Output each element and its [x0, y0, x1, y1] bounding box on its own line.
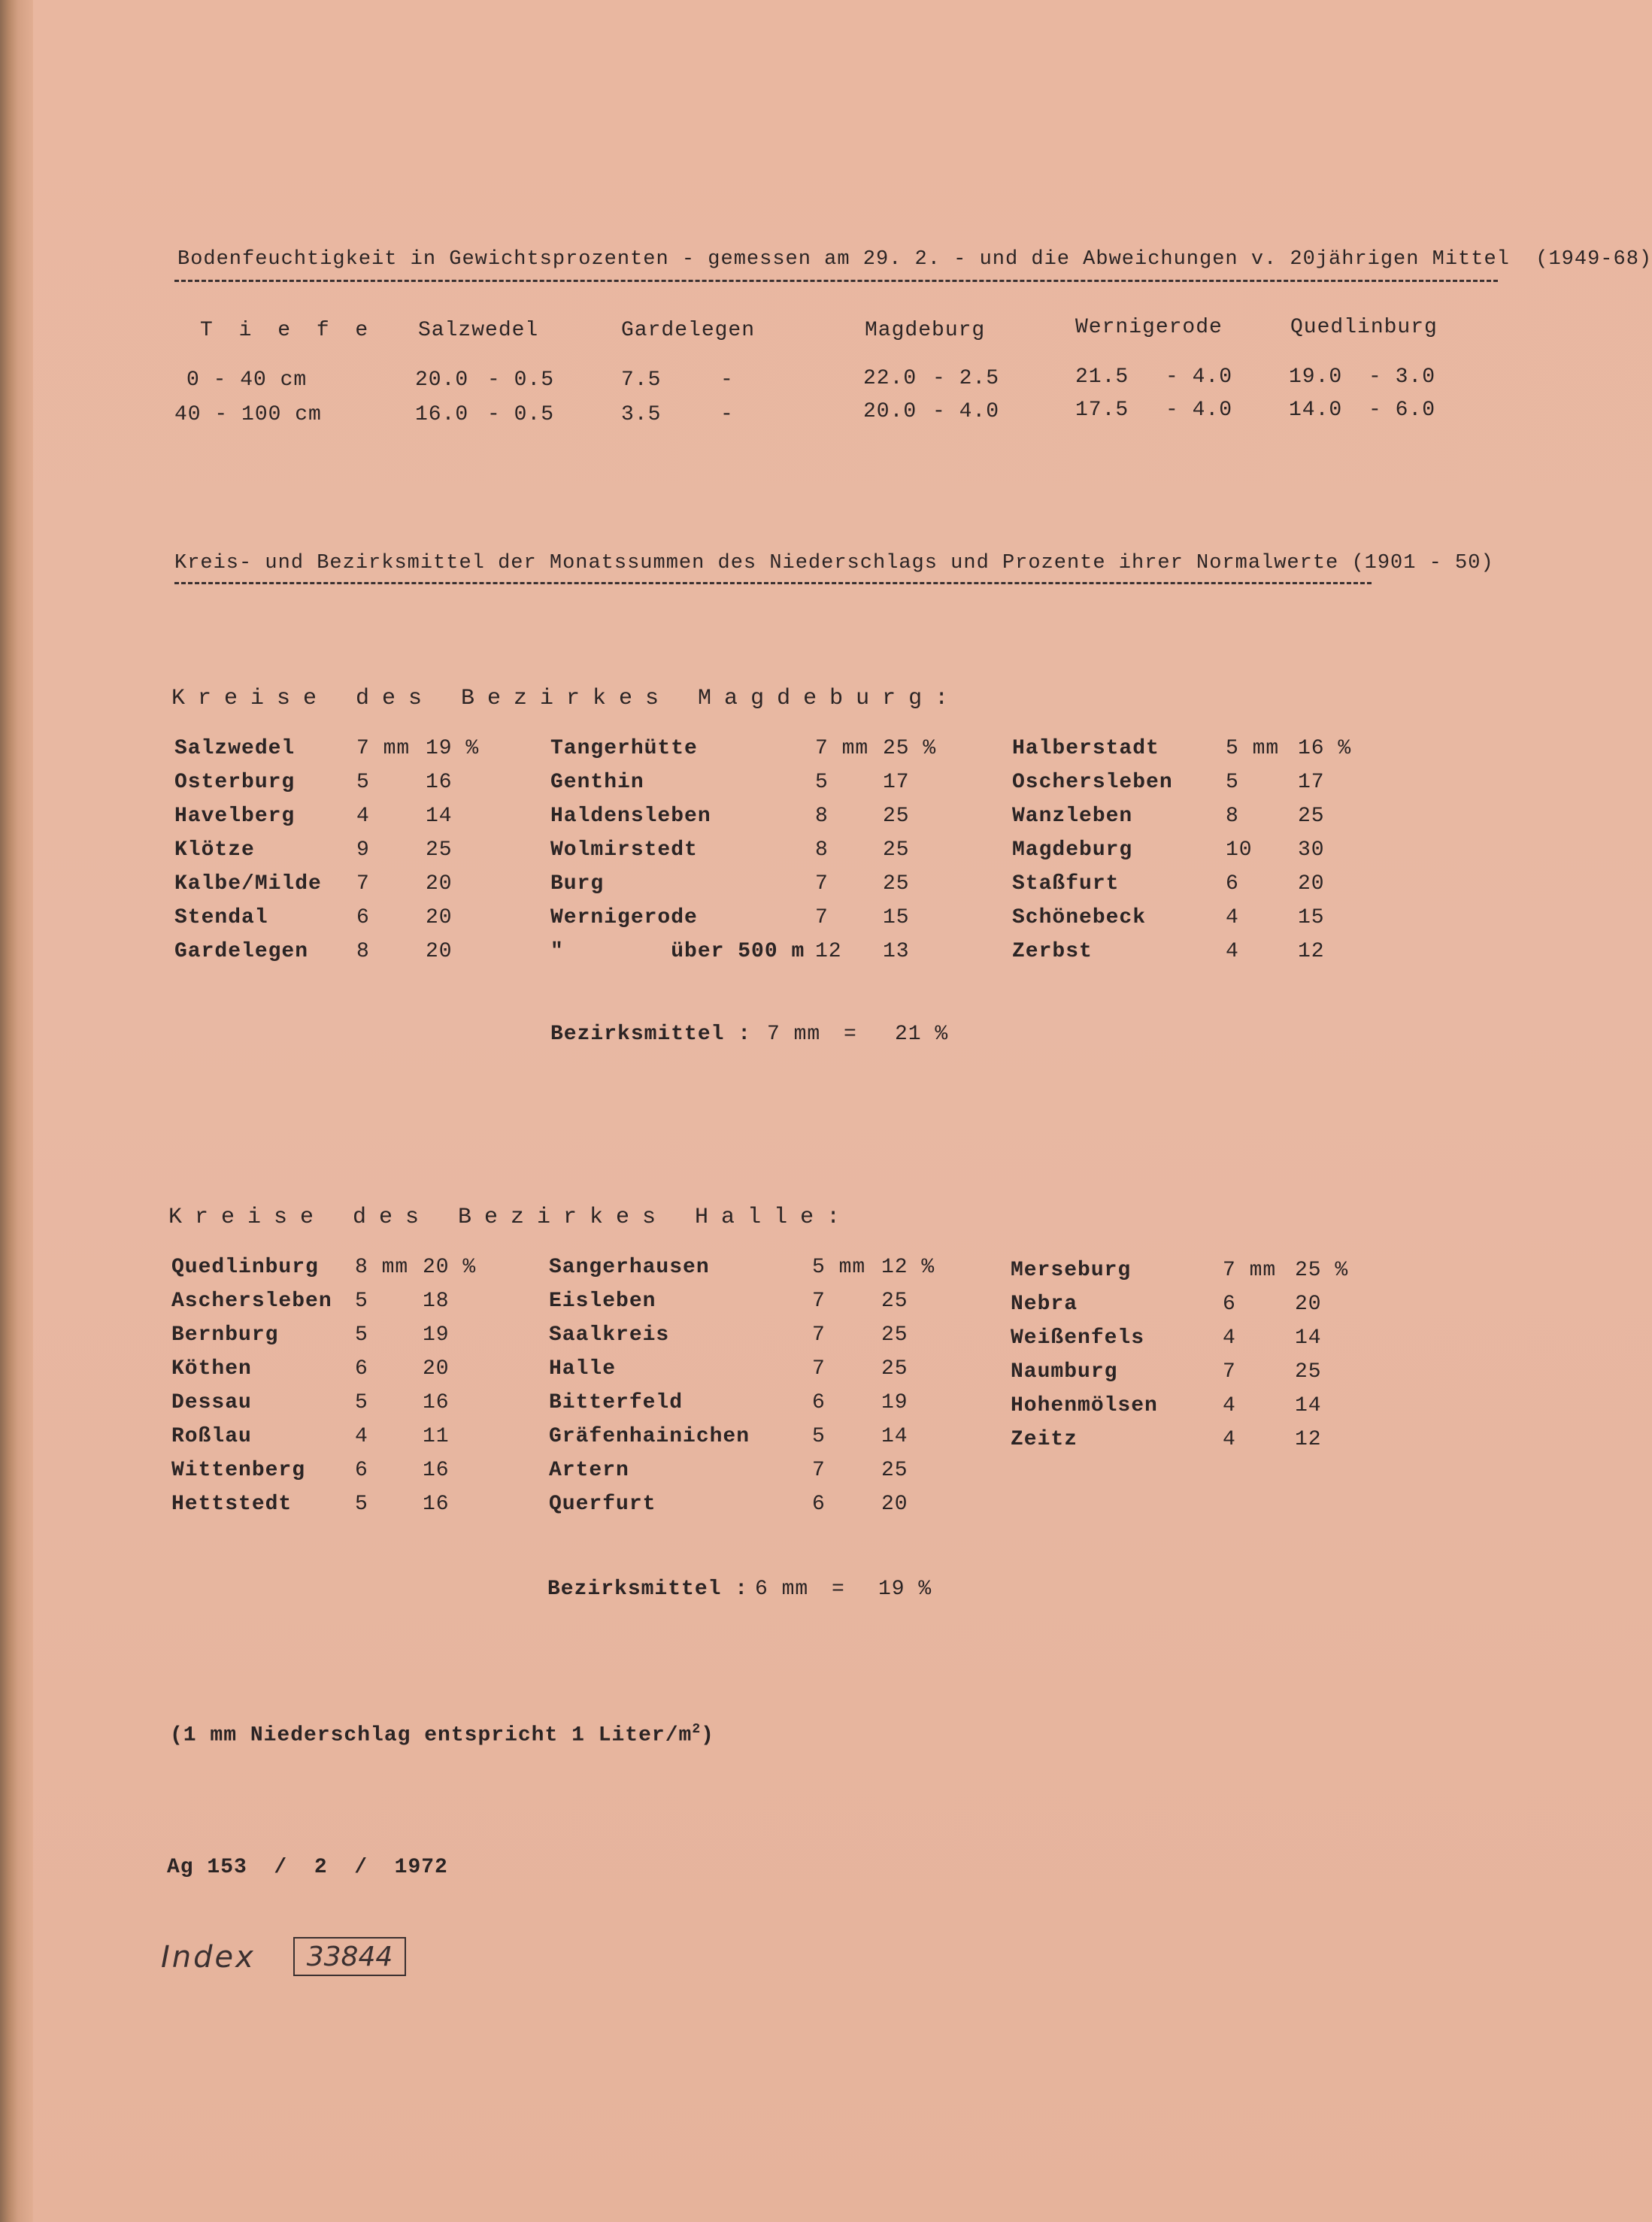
precip-title-underline: [174, 582, 1372, 584]
halle-district-name: Quedlinburg: [171, 1256, 319, 1279]
halle-district-precip-mm: 5: [355, 1290, 368, 1313]
halle-district-precip-mm: 8 mm: [355, 1256, 409, 1279]
magdeburg-district-precip-mm: 6: [1226, 872, 1239, 896]
magdeburg-mean-mm: 7 mm: [767, 1023, 821, 1046]
index-number: 33844: [306, 1941, 393, 1972]
magdeburg-district-precip-percent: 16 %: [1298, 737, 1352, 760]
magdeburg-district-precip-percent: 17: [1298, 771, 1325, 794]
magdeburg-district-name: " über 500 m: [550, 940, 805, 963]
halle-district-precip-mm: 5 mm: [812, 1256, 866, 1279]
soil-value: 16.0: [415, 403, 469, 426]
magdeburg-district-precip-mm: 4: [356, 805, 370, 828]
soil-header-station: Gardelegen: [621, 319, 756, 342]
halle-district-name: Aschersleben: [171, 1290, 332, 1313]
magdeburg-district-precip-mm: 6: [356, 906, 370, 929]
unit-note: [170, 1722, 714, 1747]
magdeburg-mean-pct: 21 %: [895, 1023, 949, 1046]
halle-mean-pct: 19 %: [878, 1578, 932, 1601]
halle-district-precip-percent: 16: [423, 1493, 450, 1516]
halle-district-precip-mm: 5: [812, 1425, 826, 1448]
soil-header-station: Quedlinburg: [1290, 316, 1438, 339]
magdeburg-district-precip-mm: 5: [815, 771, 829, 794]
magdeburg-district-name: Kalbe/Milde: [174, 872, 322, 896]
soil-title: Bodenfeuchtigkeit in Gewichtsprozenten - gemessen am 29. 2. - und die Abweichungen v. 20jährigen Mittel (1949-68): [177, 248, 1652, 271]
halle-district-precip-percent: 19: [423, 1323, 450, 1347]
magdeburg-district-precip-percent: 25: [883, 872, 910, 896]
halle-district-precip-percent: 14: [1295, 1326, 1322, 1350]
magdeburg-district-precip-percent: 20: [426, 872, 453, 896]
soil-value: 3.5: [621, 403, 662, 426]
halle-district-precip-percent: 12 %: [881, 1256, 935, 1279]
soil-value: 17.5: [1075, 399, 1129, 422]
magdeburg-district-name: Genthin: [550, 771, 644, 794]
magdeburg-district-precip-percent: 19 %: [426, 737, 480, 760]
magdeburg-district-name: Magdeburg: [1012, 838, 1133, 862]
halle-district-precip-mm: 7: [812, 1290, 826, 1313]
magdeburg-district-name: Klötze: [174, 838, 255, 862]
magdeburg-mean-label: Bezirksmittel :: [550, 1023, 752, 1046]
magdeburg-district-name: Halberstadt: [1012, 737, 1159, 760]
magdeburg-heading: Kreise des Bezirkes Magdeburg:: [171, 686, 962, 711]
magdeburg-district-name: Wanzleben: [1012, 805, 1133, 828]
magdeburg-district-precip-mm: 7: [356, 872, 370, 896]
magdeburg-district-name: Zerbst: [1012, 940, 1093, 963]
halle-district-name: Artern: [549, 1459, 629, 1482]
halle-district-precip-mm: 6: [812, 1391, 826, 1414]
index-number-box: [293, 1937, 406, 1976]
halle-district-name: Hettstedt: [171, 1493, 293, 1516]
soil-deviation: - 0.5: [487, 403, 555, 426]
document-reference: Ag 153 / 2 / 1972: [167, 1856, 448, 1879]
magdeburg-district-precip-percent: 25: [883, 838, 910, 862]
magdeburg-district-precip-mm: 8: [815, 805, 829, 828]
magdeburg-district-name: Havelberg: [174, 805, 296, 828]
halle-district-precip-percent: 25 %: [1295, 1259, 1349, 1282]
magdeburg-district-precip-percent: 13: [883, 940, 910, 963]
magdeburg-district-name: Salzwedel: [174, 737, 296, 760]
halle-district-name: Nebra: [1011, 1293, 1078, 1316]
halle-district-name: Zeitz: [1011, 1428, 1078, 1451]
halle-district-precip-mm: 5: [355, 1493, 368, 1516]
halle-district-name: Merseburg: [1011, 1259, 1132, 1282]
magdeburg-district-precip-mm: 7 mm: [356, 737, 411, 760]
magdeburg-district-precip-percent: 15: [883, 906, 910, 929]
halle-district-precip-percent: 16: [423, 1459, 450, 1482]
soil-row-depth: 0 - 40 cm: [186, 368, 308, 392]
soil-deviation: - 6.0: [1369, 399, 1436, 422]
soil-value: 22.0: [863, 367, 917, 390]
magdeburg-district-name: Stendal: [174, 906, 268, 929]
halle-district-name: Eisleben: [549, 1290, 656, 1313]
magdeburg-district-precip-percent: 25: [883, 805, 910, 828]
soil-header-station: Salzwedel: [418, 319, 539, 342]
magdeburg-district-name: Wolmirstedt: [550, 838, 698, 862]
halle-district-name: Bitterfeld: [549, 1391, 684, 1414]
halle-mean-eq: =: [832, 1578, 845, 1601]
magdeburg-district-precip-mm: 5: [1226, 771, 1239, 794]
halle-district-precip-percent: 20: [423, 1357, 450, 1381]
halle-district-name: Dessau: [171, 1391, 252, 1414]
unit-note-close: ): [701, 1723, 714, 1748]
magdeburg-district-name: Tangerhütte: [550, 737, 698, 760]
soil-deviation: - 3.0: [1369, 365, 1436, 389]
halle-district-precip-mm: 7: [1223, 1360, 1236, 1384]
halle-district-precip-mm: 4: [1223, 1428, 1236, 1451]
halle-district-precip-mm: 4: [355, 1425, 368, 1448]
magdeburg-district-precip-percent: 20: [426, 940, 453, 963]
soil-value: 7.5: [621, 368, 662, 392]
soil-title-underline: [174, 280, 1498, 282]
magdeburg-district-name: Haldensleben: [550, 805, 711, 828]
soil-deviation: - 2.5: [932, 367, 1000, 390]
soil-value: 20.0: [415, 368, 469, 392]
magdeburg-district-precip-mm: 5: [356, 771, 370, 794]
soil-deviation: - 4.0: [1165, 365, 1233, 389]
halle-district-precip-mm: 5: [355, 1391, 368, 1414]
halle-district-precip-percent: 25: [1295, 1360, 1322, 1384]
halle-district-name: Saalkreis: [549, 1323, 670, 1347]
halle-mean-mm: 6 mm: [755, 1578, 809, 1601]
soil-deviation: -: [720, 368, 734, 392]
soil-header-station: Magdeburg: [865, 319, 986, 342]
unit-note-text: (1 mm Niederschlag entspricht 1 Liter/m: [170, 1723, 693, 1748]
halle-district-precip-mm: 5: [355, 1323, 368, 1347]
magdeburg-district-precip-percent: 14: [426, 805, 453, 828]
soil-header-depth: T i e f e: [200, 319, 375, 342]
halle-district-precip-percent: 20: [881, 1493, 908, 1516]
halle-district-name: Sangerhausen: [549, 1256, 710, 1279]
magdeburg-district-precip-mm: 7: [815, 872, 829, 896]
magdeburg-district-precip-mm: 9: [356, 838, 370, 862]
magdeburg-district-precip-mm: 5 mm: [1226, 737, 1280, 760]
magdeburg-district-precip-mm: 8: [356, 940, 370, 963]
halle-district-precip-percent: 20: [1295, 1293, 1322, 1316]
halle-district-precip-percent: 20 %: [423, 1256, 477, 1279]
soil-value: 19.0: [1289, 365, 1343, 389]
magdeburg-district-name: Gardelegen: [174, 940, 309, 963]
magdeburg-district-precip-percent: 25: [1298, 805, 1325, 828]
halle-district-precip-percent: 19: [881, 1391, 908, 1414]
halle-district-precip-percent: 18: [423, 1290, 450, 1313]
halle-district-name: Weißenfels: [1011, 1326, 1145, 1350]
halle-district-precip-percent: 25: [881, 1323, 908, 1347]
soil-deviation: - 4.0: [932, 400, 1000, 423]
halle-district-name: Querfurt: [549, 1493, 656, 1516]
soil-header-station: Wernigerode: [1075, 316, 1223, 339]
halle-district-precip-mm: 4: [1223, 1326, 1236, 1350]
halle-district-precip-percent: 12: [1295, 1428, 1322, 1451]
halle-district-name: Köthen: [171, 1357, 252, 1381]
magdeburg-district-precip-mm: 8: [815, 838, 829, 862]
magdeburg-district-name: Staßfurt: [1012, 872, 1120, 896]
soil-row-depth: 40 - 100 cm: [174, 403, 322, 426]
halle-district-precip-percent: 25: [881, 1290, 908, 1313]
halle-district-precip-percent: 11: [423, 1425, 450, 1448]
magdeburg-district-precip-mm: 4: [1226, 940, 1239, 963]
magdeburg-district-precip-percent: 16: [426, 771, 453, 794]
halle-district-precip-mm: 4: [1223, 1394, 1236, 1417]
halle-district-name: Roßlau: [171, 1425, 252, 1448]
halle-district-name: Hohenmölsen: [1011, 1394, 1158, 1417]
magdeburg-district-precip-mm: 4: [1226, 906, 1239, 929]
soil-deviation: - 4.0: [1165, 399, 1233, 422]
magdeburg-district-precip-mm: 7 mm: [815, 737, 869, 760]
magdeburg-district-precip-percent: 20: [426, 906, 453, 929]
halle-district-precip-percent: 16: [423, 1391, 450, 1414]
halle-district-precip-mm: 7: [812, 1459, 826, 1482]
soil-value: 14.0: [1289, 399, 1343, 422]
halle-district-name: Halle: [549, 1357, 617, 1381]
magdeburg-mean-eq: =: [844, 1023, 857, 1046]
magdeburg-district-precip-percent: 15: [1298, 906, 1325, 929]
magdeburg-district-name: Schönebeck: [1012, 906, 1147, 929]
magdeburg-district-precip-mm: 10: [1226, 838, 1253, 862]
soil-deviation: -: [720, 403, 734, 426]
magdeburg-district-precip-percent: 25 %: [883, 737, 937, 760]
magdeburg-district-name: Osterburg: [174, 771, 296, 794]
page-binding-edge: [0, 0, 33, 2222]
magdeburg-district-name: Burg: [550, 872, 605, 896]
magdeburg-district-name: Oschersleben: [1012, 771, 1173, 794]
soil-value: 20.0: [863, 400, 917, 423]
magdeburg-district-precip-percent: 25: [426, 838, 453, 862]
halle-district-precip-percent: 14: [1295, 1394, 1322, 1417]
halle-district-precip-mm: 7: [812, 1357, 826, 1381]
halle-district-precip-mm: 6: [355, 1459, 368, 1482]
halle-heading: Kreise des Bezirkes Halle:: [168, 1205, 853, 1230]
halle-district-precip-percent: 25: [881, 1459, 908, 1482]
halle-district-precip-percent: 25: [881, 1357, 908, 1381]
index-label: Index: [161, 1940, 256, 1975]
magdeburg-district-precip-mm: 12: [815, 940, 842, 963]
precip-title: Kreis- und Bezirksmittel der Monatssummen des Niederschlags und Prozente ihrer Normalwerte (1901 - 50): [174, 552, 1494, 574]
unit-note-superscript: 2: [692, 1722, 702, 1737]
halle-district-name: Gräfenhainichen: [549, 1425, 750, 1448]
soil-value: 21.5: [1075, 365, 1129, 389]
magdeburg-district-precip-percent: 12: [1298, 940, 1325, 963]
magdeburg-district-precip-mm: 8: [1226, 805, 1239, 828]
soil-deviation: - 0.5: [487, 368, 555, 392]
halle-district-precip-mm: 6: [355, 1357, 368, 1381]
magdeburg-district-precip-percent: 20: [1298, 872, 1325, 896]
halle-district-precip-percent: 14: [881, 1425, 908, 1448]
halle-district-name: Naumburg: [1011, 1360, 1118, 1384]
halle-district-precip-mm: 6: [1223, 1293, 1236, 1316]
halle-mean-label: Bezirksmittel :: [547, 1578, 749, 1601]
halle-district-precip-mm: 7 mm: [1223, 1259, 1277, 1282]
magdeburg-district-precip-percent: 30: [1298, 838, 1325, 862]
magdeburg-district-name: Wernigerode: [550, 906, 698, 929]
halle-district-precip-mm: 6: [812, 1493, 826, 1516]
halle-district-name: Bernburg: [171, 1323, 279, 1347]
magdeburg-district-precip-percent: 17: [883, 771, 910, 794]
halle-district-name: Wittenberg: [171, 1459, 306, 1482]
halle-district-precip-mm: 7: [812, 1323, 826, 1347]
magdeburg-district-precip-mm: 7: [815, 906, 829, 929]
